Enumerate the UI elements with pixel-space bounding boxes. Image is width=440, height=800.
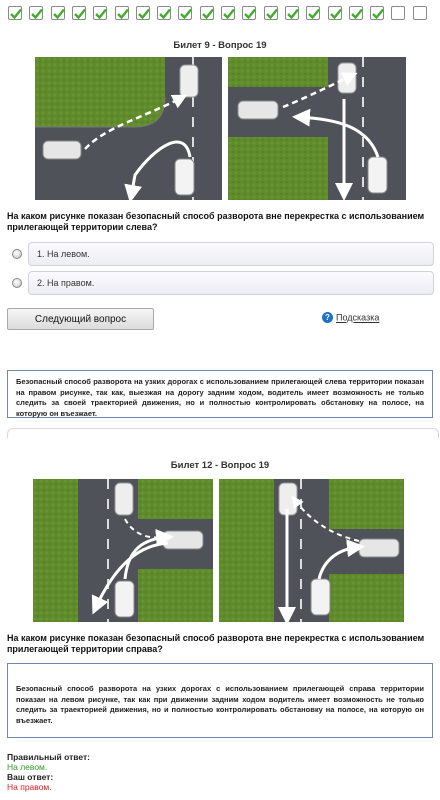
checkmark-icon <box>265 7 279 21</box>
progress-checkbox[interactable] <box>306 6 320 20</box>
question2-text: На каком рисунке показан безопасный способ разворота вне перекрестка с использованием прилегающей территории справа? <box>7 633 425 654</box>
progress-checkbox[interactable] <box>93 6 107 20</box>
checkmark-icon <box>116 7 130 21</box>
progress-checkbox[interactable] <box>72 6 86 20</box>
progress-checkbox[interactable] <box>221 6 235 20</box>
checkmark-icon <box>52 7 66 21</box>
question1-explanation: Безопасный способ разворота на узких дорогах с использованием прилегающей слева территории показан на правом рисунке, так как, выезжая на дорогу задним ходом, водитель имеет возможность не только следить за своей траекторией движения, но и полностью контролировать обстановку на полосе, на которую он въезжает. <box>7 370 433 418</box>
checkmark-icon <box>222 7 236 21</box>
your-answer-label: Ваш ответ: <box>7 772 54 782</box>
hint-link[interactable] <box>322 312 379 323</box>
checkmark-icon <box>243 7 257 21</box>
question2-title: Билет 12 - Вопрос 19 <box>170 460 270 471</box>
question1-title: Билет 9 - Вопрос 19 <box>173 40 267 51</box>
progress-checkbox[interactable] <box>391 6 405 20</box>
progress-checkbox[interactable] <box>413 6 427 20</box>
checkmark-icon <box>329 7 343 21</box>
progress-checkbox[interactable] <box>242 6 256 20</box>
progress-checkbox[interactable] <box>157 6 171 20</box>
correct-answer-value: На левом. <box>7 762 48 772</box>
answer-2-radio[interactable] <box>12 278 22 288</box>
progress-checkbox[interactable] <box>51 6 65 20</box>
progress-checkbox[interactable] <box>349 6 363 20</box>
next-question-button[interactable]: Следующий вопрос <box>7 308 154 330</box>
progress-checkbox[interactable] <box>136 6 150 20</box>
question2-right-picture[interactable] <box>219 479 404 622</box>
progress-checkbox[interactable] <box>8 6 22 20</box>
checkmark-icon <box>9 7 23 21</box>
hint-label[interactable]: Подсказка <box>336 312 380 323</box>
checkmark-icon <box>286 7 300 21</box>
progress-bar <box>0 6 440 24</box>
checkmark-icon <box>201 7 215 21</box>
section-divider <box>7 428 439 438</box>
question1-text: На каком рисунке показан безопасный способ разворота вне перекрестка с использованием прилегающей территории слева? <box>7 211 425 232</box>
answer-1-radio[interactable] <box>12 249 22 259</box>
checkmark-icon <box>158 7 172 21</box>
question1-left-picture[interactable] <box>35 57 222 200</box>
checkmark-icon <box>307 7 321 21</box>
answer-option-1[interactable] <box>12 242 434 266</box>
correct-answer-label: Правильный ответ: <box>7 752 90 762</box>
question2-explanation: Безопасный способ разворота на узких дорогах с использованием прилегающей справа территории показан на левом рисунке, так как при движении задним ходом водитель имеет возможность не только следить за траекторией движения, но и полностью контролировать обстановку на полосе, на которую он въезжает. <box>7 663 433 738</box>
progress-checkbox[interactable] <box>370 6 384 20</box>
checkmark-icon <box>179 7 193 21</box>
question1-right-picture[interactable] <box>228 57 406 200</box>
progress-checkbox[interactable] <box>29 6 43 20</box>
progress-checkbox[interactable] <box>178 6 192 20</box>
checkmark-icon <box>73 7 87 21</box>
checkmark-icon <box>350 7 364 21</box>
checkmark-icon <box>30 7 44 21</box>
progress-checkbox[interactable] <box>328 6 342 20</box>
progress-checkbox[interactable] <box>200 6 214 20</box>
progress-checkbox[interactable] <box>115 6 129 20</box>
answer-option-2[interactable] <box>12 271 434 295</box>
checkmark-icon <box>94 7 108 21</box>
question2-left-picture[interactable] <box>33 479 213 622</box>
checkmark-icon <box>371 7 385 21</box>
progress-checkbox[interactable] <box>264 6 278 20</box>
answer-1-label[interactable]: 1. На левом. <box>28 242 434 266</box>
answer-2-label[interactable]: 2. На правом. <box>28 271 434 295</box>
progress-checkbox[interactable] <box>285 6 299 20</box>
checkmark-icon <box>137 7 151 21</box>
help-icon[interactable]: ? <box>322 312 333 323</box>
your-answer-value: На правом. <box>7 782 52 792</box>
